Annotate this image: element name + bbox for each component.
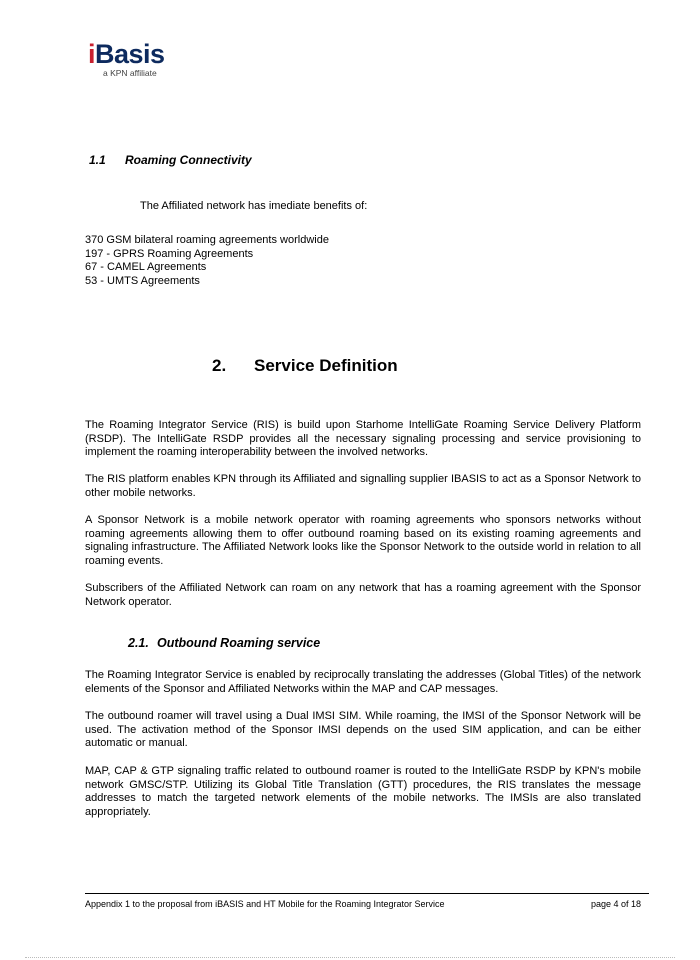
heading-2 [212,356,398,376]
heading-1-1-number: 1.1 [89,153,106,167]
paragraph: A Sponsor Network is a mobile network operator with roaming agreements who sponsors networks without roaming agreements allowing them to offer outbound roaming based on its existing roaming agreements and signaling infrastructure. The Affiliated Network looks like the Sponsor Network to the outside world in relation to all roaming events. [85,514,641,567]
list-item: 370 GSM bilateral roaming agreements worldwide [85,234,329,246]
paragraph: The outbound roamer will travel using a Dual IMSI SIM. While roaming, the IMSI of the Sponsor Network will be used. The activation method of the Sponsor IMSI depends on the used SIM application, and can be either automatic or manual. [85,710,641,750]
paragraph: Subscribers of the Affiliated Network can roam on any network that has a roaming agreement with the Sponsor Network operator. [85,582,641,608]
list-item: 53 - UMTS Agreements [85,274,200,287]
paragraph: MAP, CAP & GTP signaling traffic related to outbound roamer is routed to the IntelliGate RSDP by KPN's mobile network GMSC/STP. Utilizing its Global Title Translation (GTT) procedures, the RIS translates the message addresses to match the targeted network elements of the mobile networks. The IMSIs are also translated appropriately. [85,765,641,818]
heading-2-1-title: Outbound Roaming service [157,636,321,650]
heading-2-1-number: 2.1. [128,636,149,650]
benefits-list [85,234,329,288]
company-logo [88,40,188,84]
logo-wordmark [88,40,188,68]
heading-1-1 [89,153,252,167]
heading-2-1 [128,636,320,650]
heading-2-title: Service Definition [254,356,398,375]
footer-divider [85,893,649,894]
footer-text: Appendix 1 to the proposal from iBASIS and HT Mobile for the Roaming Integrator Service [85,899,445,909]
list-item: 197 - GPRS Roaming Agreements [85,247,254,260]
logo-main-text: Basis [95,39,165,69]
benefits-intro: The Affiliated network has imediate benefits of: [140,200,368,212]
paragraph: The Roaming Integrator Service (RIS) is build upon Starhome IntelliGate Roaming Service Delivery Platform (RSDP). The IntelliGate RSDP provides all the necessary signaling processing and service provisioning to implement the roaming interoperability between the involved networks. [85,419,641,459]
logo-i-letter: i [88,39,96,69]
paragraph: The Roaming Integrator Service is enabled by reciprocally translating the addresses (Global Titles) of the network elements of the Sponsor and Affiliated Networks within the MAP and CAP messages. [85,669,641,695]
list-item: 67 - CAMEL Agreements [85,261,207,274]
paragraph: The RIS platform enables KPN through its Affiliated and signalling supplier IBASIS to act as a Sponsor Network to other mobile networks. [85,473,641,499]
page-number: page 4 of 18 [591,899,642,909]
heading-1-1-title: Roaming Connectivity [125,153,252,167]
page-edge-divider [25,957,675,958]
heading-2-number: 2. [212,356,227,375]
logo-tagline: a KPN affiliate [103,68,157,78]
